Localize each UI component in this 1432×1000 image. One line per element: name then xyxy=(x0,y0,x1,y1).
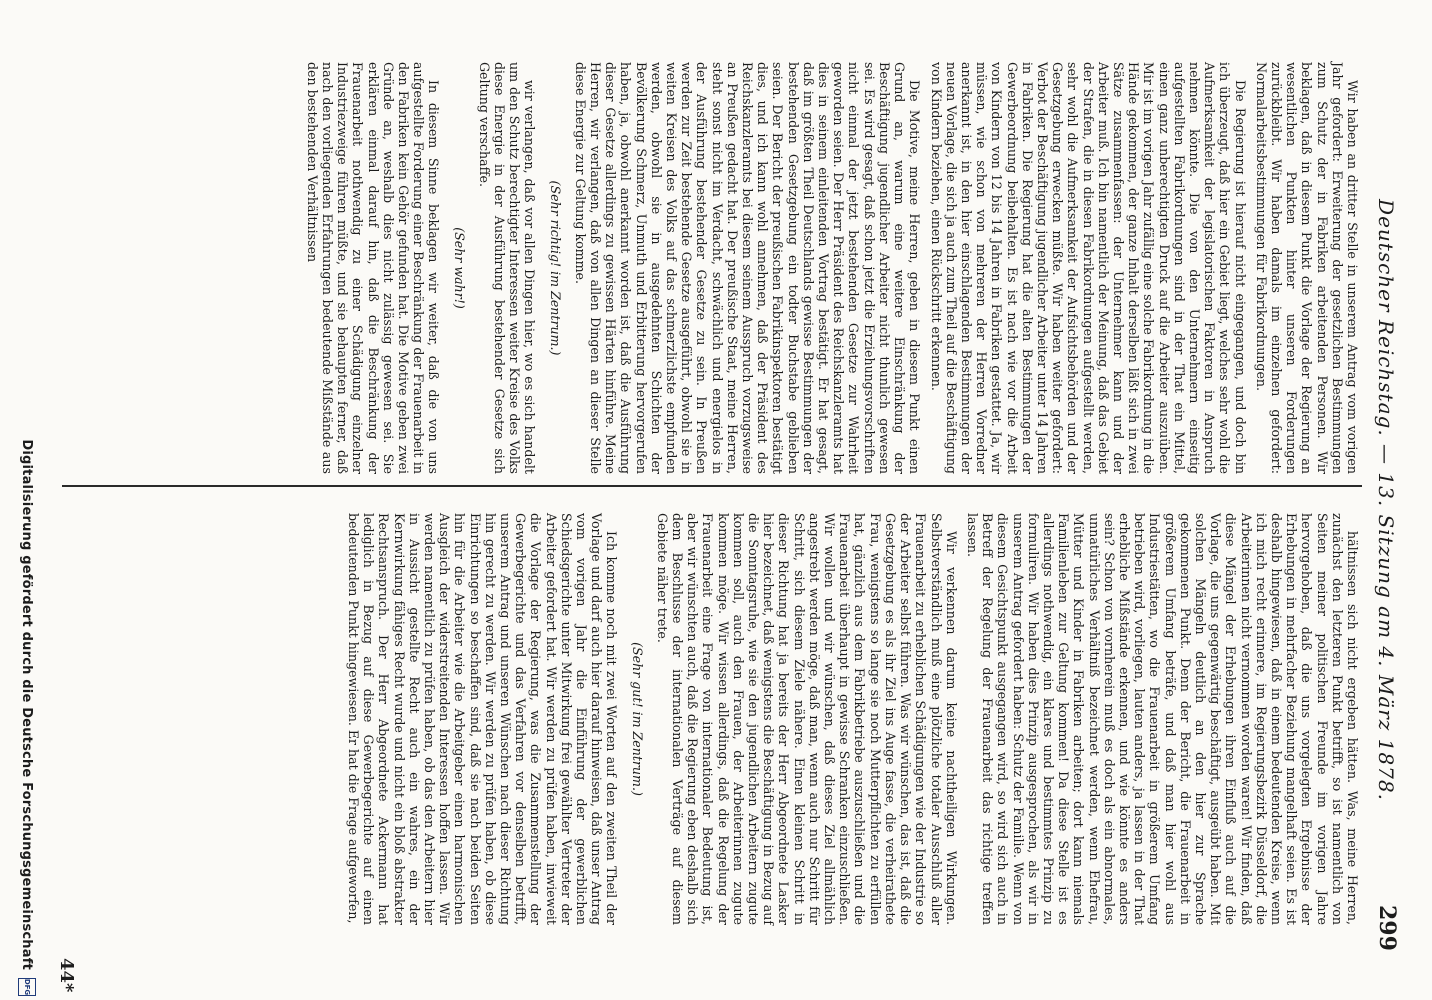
dfg-logo-icon: DFG xyxy=(18,978,36,996)
left-interjection: (Sehr richtig! im Zentrum.) xyxy=(547,180,563,356)
right-column xyxy=(340,513,1360,925)
page-title: Deutscher Reichstag. — 13. Sitzung am 4. März 1878. xyxy=(1374,199,1398,801)
page-mark: 44* xyxy=(56,958,77,993)
page-header xyxy=(1362,0,1412,1000)
right-interjection: (Sehr gut! im Zentrum.) xyxy=(629,642,645,796)
left-interjection: (Sehr wahr!) xyxy=(451,227,467,309)
left-column xyxy=(299,62,1360,474)
column-divider xyxy=(62,485,1362,487)
left-paragraph: Wir haben an dritter Stelle in unserem Antrag vom vorigen Jahr gefordert: Erweiterung der gesetzlichen Bestimmungen zum Schutz der in Fabriken arbeitenden Personen. Wir beklagen, daß in diesem Punkt die Vorlage der Regierung an wesentlichen Punkten hinter unseren Forderungen zurückbleibt. Wir haben damals im einzelnen gefordert: Normalarbeitsbestimmungen für Fabrikordnungen. xyxy=(1253,62,1360,474)
right-paragraph: Ich komme noch mit zwei Worten auf den zweiten Theil der Vorlage und darf auch hier darauf hinweisen, daß unser Antrag vom vorigen Jahr die Einführung der gewerblichen Schiedsgerichte unter Mitwirkung frei gewählter Vertreter der Arbeiter gefordert hat. Wir werden zu prüfen haben, inwieweit die Vorlage der Regierung, was die Zusammenstellung der Gewerbegerichte und das Verfahren vor denselben betrifft, unserem Antrag und unseren Wünschen nach dieser Richtung hin gerecht zu werden. Wir werden zu prüfen haben, ob diese Einrichtungen so beschaffen sind, daß sie nach beiden Seiten hin für die Arbeiter wie die Arbeitgeber einen harmonischen Ausgleich der widerstreitenden Interessen hoffen lassen. Wir werden namentlich zu prüfen haben, ob das den Arbeitern hier in Aussicht gestellte Recht auch ein wahres, ein der Kernwirkung fähiges Recht wurde und nicht ein bloß abstrakter Rechtsanspruch. Der Herr Abgeordnete Ackermann hat lediglich in Bezug auf diese Gewerbegerichte auf einen bedeutenden Punkt hingewiesen. Er hat die Frage aufgeworfen, xyxy=(346,513,620,925)
right-paragraph: hältnissen sich nicht ergeben hätten. Was, meine Herren, zunächst den letzteren Punkt betrifft, so ist namentlich von Seiten meiner politischen Freunde im vorigen Jahre hervorgehoben, daß die uns vorgelegten Ergebnisse der Erhebungen in mehrfacher Beziehung mangelhaft seien. Es ist deshalb hingewiesen, daß in einem bedeutenden Kreise, wenn ich mich recht erinnere, im Regierungsbezirk Düsseldorf, die Arbeiterinnen nicht vernommen worden waren! Wir finden, daß diese Mängel der Erhebungen ihren Einfluß auch auf die Vorlage, die uns gegenwärtig beschäftigt, ausgeübt haben. Mit solchen Mängeln deutlich an den hier zur Sprache gekommenen Punkt. Denn der Bericht, die Frauenarbeit in größerem Umfang beträfe, und daß man hier wohl aus Industriestätten, wo die Frauenarbeit in größerem Umfang betrieben wird, vorliegen, lauten anders, ja lassen in der That erhebliche Mißstände erkennen, und wie könnte es anders sein? Schon von vornherein muß es doch als ein abnormales, unnatürliches Verhältniß bezeichnet werden, wenn Ehefrau, Mütter und Kinder in Fabriken arbeiten; dort kann niemals Familienleben zur Geltung kommen! Da diese Stelle ist es allerdings nothwendig, ein klares und bestimmtes Prinzip zu formuliren. Wir haben dies Prinzip ausgesprochen, als wir in unserem Antrag gefordert haben: Schutz der Familie. Wenn von diesem Gesichtspunkt ausgegangen wird, so wird sich auch in Betreff der Regelung der Frauenarbeit das richtige treffen lassen. xyxy=(964,513,1360,925)
left-paragraph: Die Regierung ist hierauf nicht eingegangen, und doch bin ich überzeugt, daß hier ein Gebiet liegt, welches sehr wohl die Aufmerksamkeit der legislatorischen Faktoren in Anspruch nehmen könnte. Die von den Unternehmern einseitig aufgestellten Fabrikordnungen sind in der That ein Mittel, einen ganz unberechtigten Druck auf die Arbeiter auszuüben. Mir ist im vorigen Jahr zufällig eine solche Fabrikordnung in die Hände gekommen, der ganze Inhalt derselben läßt sich in zwei Sätze zusammenfassen: der Unternehmer kann und der Arbeiter muß. Ich bin namentlich der Meinung, daß das Gebiet der Strafen, die in diesen Fabrikordnungen aufgestellt werden, sehr wohl die Aufmerksamkeit der Aufsichtsbehörden und der Gesetzgebung erwecken müßte. Wir haben weiter gefordert: Verbot der Beschäftigung jugendlicher Arbeiter unter 14 Jahren in Fabriken. Die Regierung hat die alten Bestimmungen der Gewerbeordnung beibehalten. Es ist nach wie vor die Arbeit von Kindern von 12 bis 14 Jahren in Fabriken gestattet. Ja, wir müssen, wie schon von mehreren der Herren Vorredner anerkannt ist, in den hier einschlagenden Bestimmungen der neuen Vorlage, die sich ja auch zum Theil auf die Beschäftigung von Kindern beziehen, einen Rückschritt erkennen. xyxy=(928,62,1248,474)
left-paragraph: wir verlangen, daß vor allen Dingen hier, wo es sich handelt um den Schutz berechtigter Interessen weiter Kreise des Volks diese Energie in der Ausführung bestehender Gesetze sich Geltung verschaffe. xyxy=(476,62,538,474)
page-number: 299 xyxy=(1374,905,1400,951)
digitization-credit: Digitalisierung gefördert durch die Deutsche Forschungsgemeinschaft xyxy=(19,439,34,970)
page-footer xyxy=(10,0,40,1000)
left-paragraph: Die Motive, meine Herren, geben in diesem Punkt einen Grund an, warum eine weitere Einschränkung der Beschäftigung jugendlicher Arbeiter nicht thunlich gewesen sei. Es wird gesagt, daß schon jetzt die Erziehungsvorschriften nicht einmal der jetzt bestehenden Gesetze zur Wahrheit geworden seien. Der Herr Präsident des Reichskanzleramts hat dies in seinem einleitenden Vortrag bestätigt. Er hat gesagt, daß im größten Theil Deutschlands gewisse Bestimmungen der bestehenden Gesetzgebung ein todter Buchstabe geblieben seien. Der Bericht der preußischen Fabrikinspektoren bestätigt dies, und ich kann wohl annehmen, daß der Präsident des Reichskanzleramts bei diesem seinem Ausspruch vorzugsweise an Preußen gedacht hat. Der preußische Staat, meine Herren, steht sonst nicht im Verdacht, schwächlich und energielos in der Ausführung bestehender Gesetze zu sein. In Preußen werden zur Zeit bestehende Gesetze ausgeführt, obwohl sie in weiten Kreisen des Volks auf das schmerzlichste empfunden werden, obwohl sie in ausgedehnten Schichten der Bevölkerung Schmerz, Unmuth und Erbitterung hervorgerufen haben, ja, obwohl anerkannt worden ist, daß die Ausführung dieser Gesetze allerdings zu gewissen Härten hinführe. Meine Herren, wir verlangen, daß von allen Dingen an dieser Stelle diese Energie zur Geltung komme. xyxy=(572,62,923,474)
left-paragraph: In diesem Sinne beklagen wir weiter, daß die von uns aufgestellte Forderung einer Beschränkung der Frauenarbeit in den Fabriken kein Gehör gefunden hat. Die Motive geben zwei Gründe an, weshalb dies nicht zulässig gewesen sei. Sie erklären einmal darauf hin, daß die Beschränkung der Frauenarbeit nothwendig zu einer Schädigung einzelner Industriezweige führen müßte, und sie behaupten ferner, daß nach den vorliegenden Erfahrungen bedeutende Mißstände aus den bestehenden Verhältnissen xyxy=(304,62,442,474)
right-paragraph: Wir verkennen darum keine nachtheiligen Wirkungen. Selbstverständlich muß eine plötzliche totaler Ausschluß aller Frauenarbeit zu erheblichen Schädigungen wie der Industrie so der Arbeiter selbst führen. Was wir wünschen, das ist, daß die Gesetzgebung es als ihr Ziel ins Auge fasse, die verheirathete Frau, wenigstens so lange sie noch Mutterpflichten zu erfüllen hat, gänzlich aus dem Fabrikbetriebe auszuschließen und die Frauenarbeit überhaupt in gewisse Schranken einzuschließen. Wir wollen und wir wünschen, daß dieses Ziel allmählich angestrebt werden möge, daß man, wenn auch nur Schritt für Schritt, sich diesem Ziele nähere. Einen kleinen Schritt in dieser Richtung hat ja bereits der Herr Abgeordnete Lasker hier bezeichnet, daß wenigstens die Beschäftigung in Bezug auf die Sonntagsruhe, wie sie den jugendlichen Arbeitern zugute kommen soll, auch den Frauen, der Arbeiterinnen zugute kommen möge. Wir wissen allerdings, daß die Regelung der Frauenarbeit eine Frage von internationaler Bedeutung ist, aber wir wünschten auch, daß die Regierung eben deshalb sich dem Beschlusse der internationalen Verträge auf diesem Gebiete näher trete. xyxy=(654,513,959,925)
